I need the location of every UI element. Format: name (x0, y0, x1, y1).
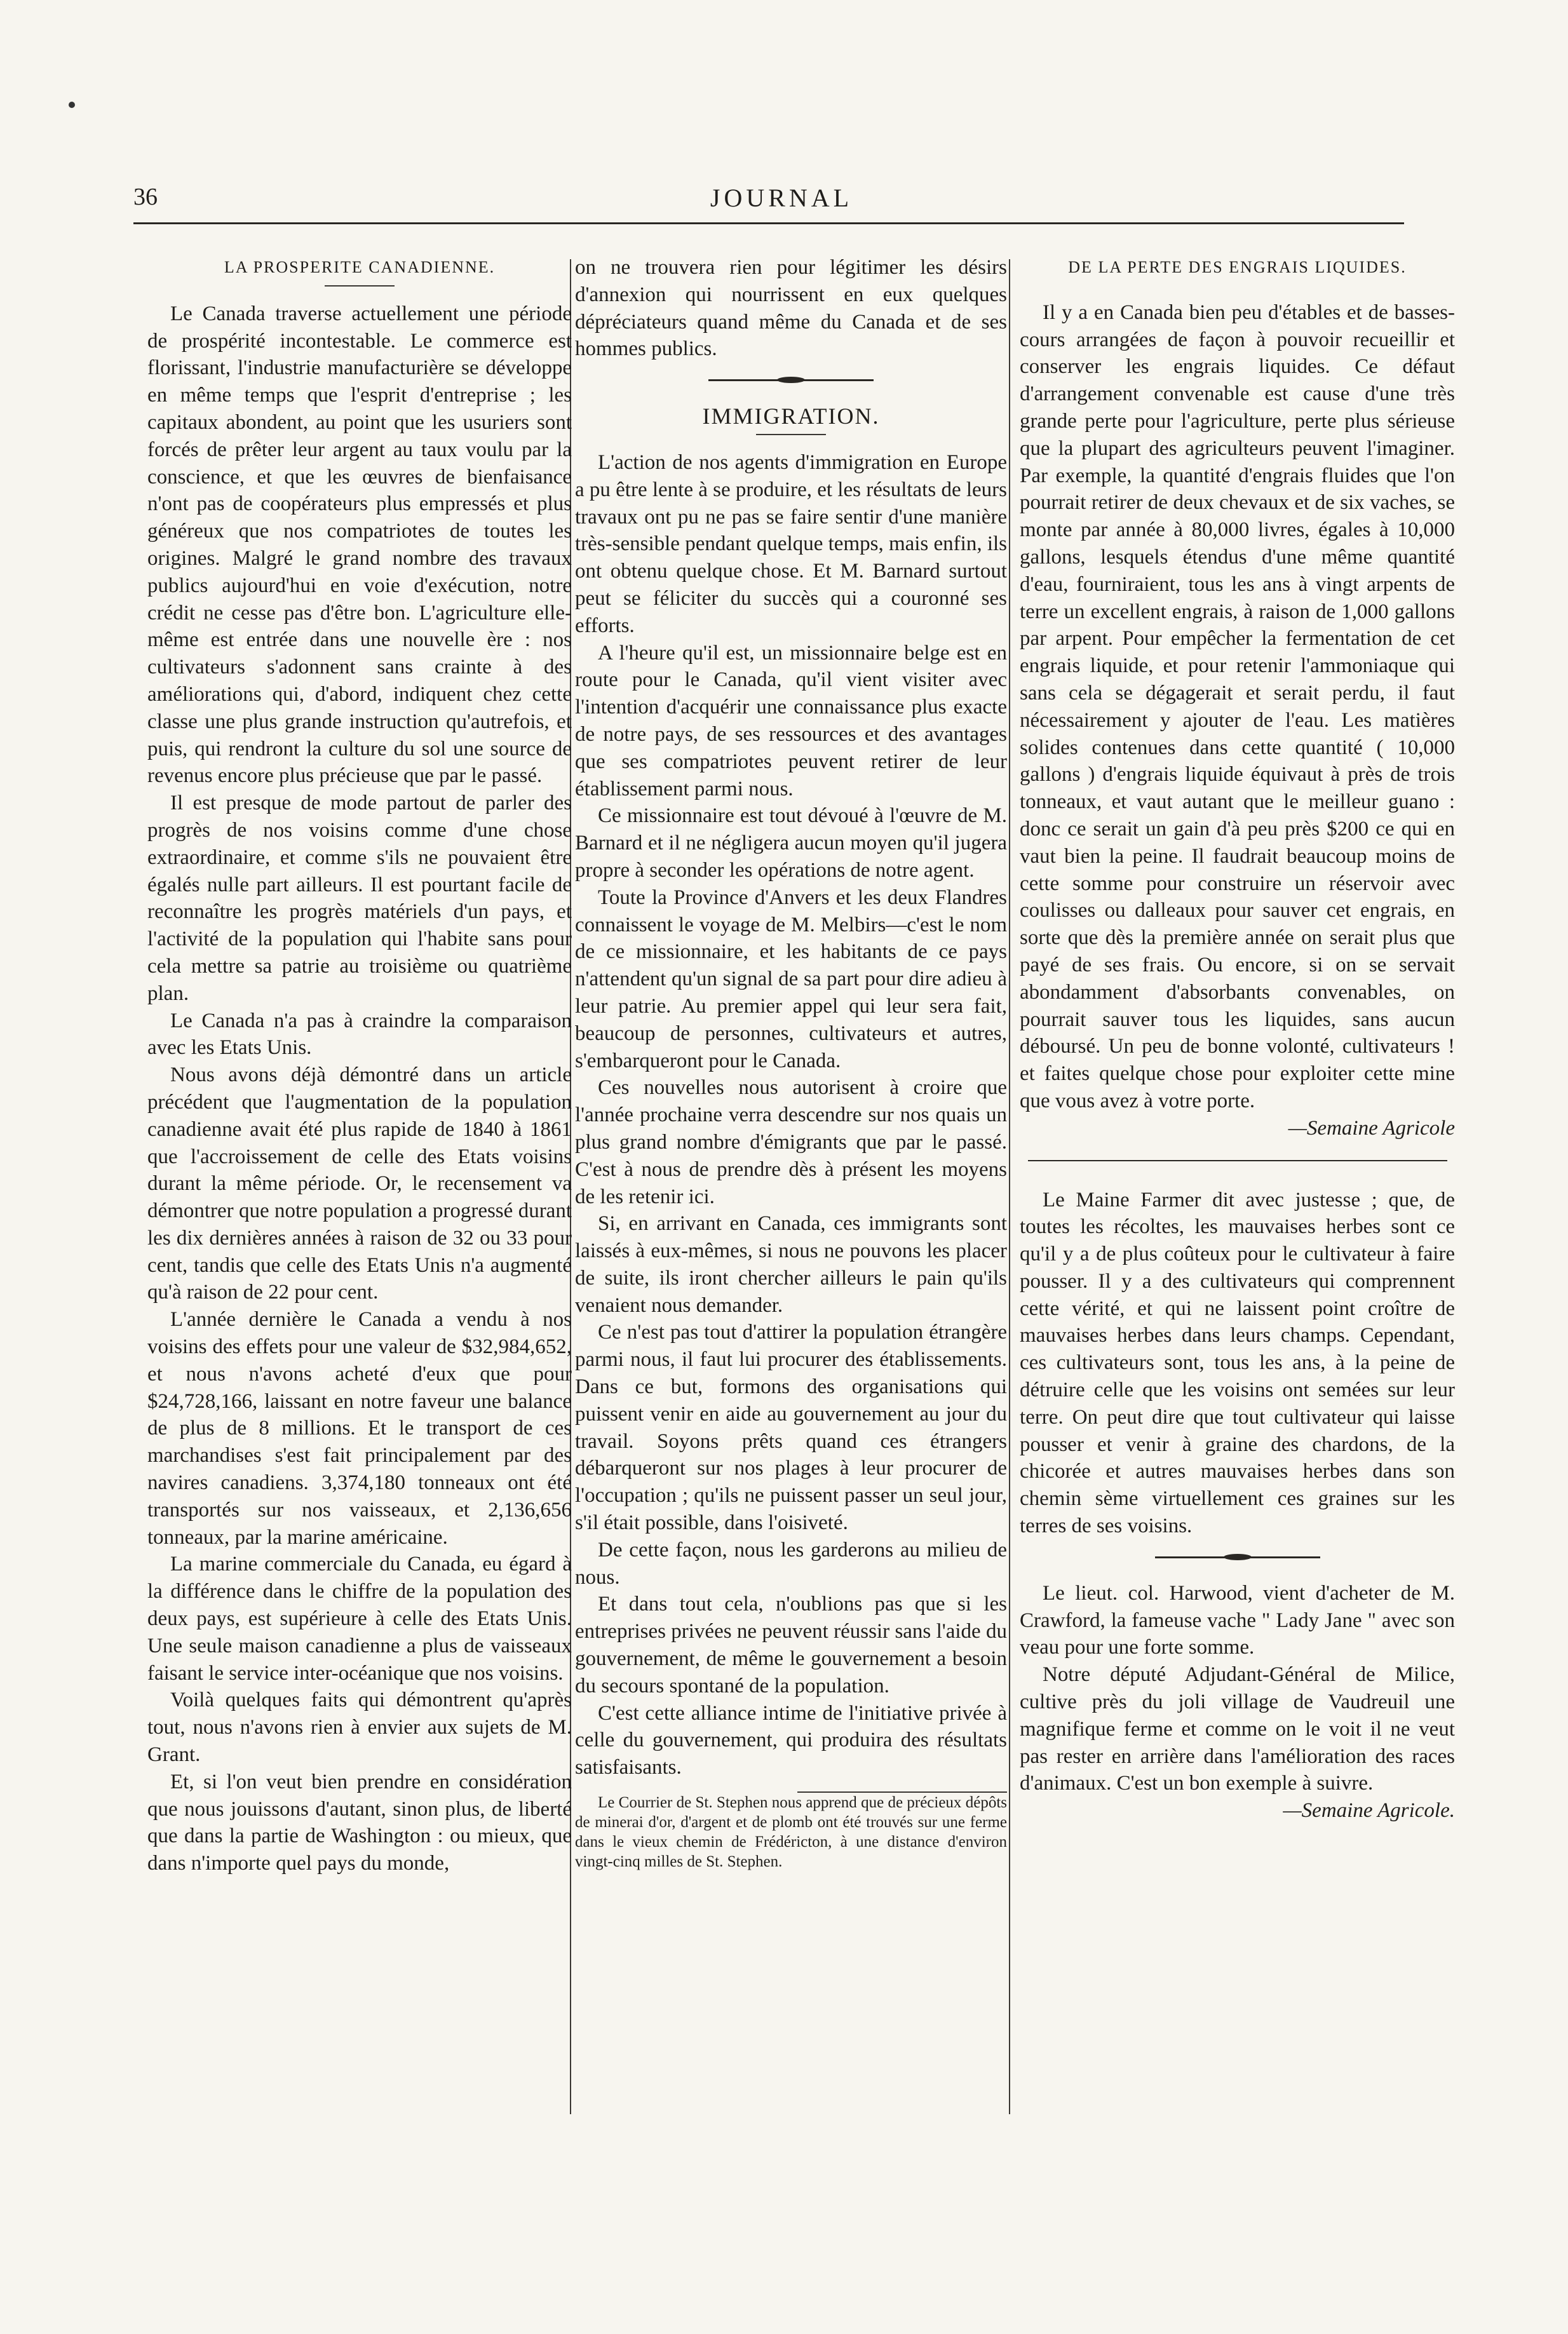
article-paragraph: Ce missionnaire est tout dévoué à l'œuvre de M. Barnard et il ne négligera aucun moyen qu'il jugera propre à seconder les opérations de notre agent. (575, 804, 1007, 882)
section-divider (708, 379, 874, 381)
page-number: 36 (133, 184, 158, 210)
article-paragraph: Et dans tout cela, n'oublions pas que si les entreprises privées ne peuvent réussir sans l'aide du gouvernement, de même le gouvernement a besoin du secours spontané de la population. (575, 1593, 1007, 1697)
article-paragraph: Ce n'est pas tout d'attirer la population étrangère parmi nous, il faut lui procurer des établissements. Dans ce but, formons des organisations qui puissent venir en aide au gouvernement au jour du travail. Soyons prêts quand ces étrangers débarqueront sur nos plages à leur procurer de l'occupation ; qu'ils ne puissent passer un seul jour, s'il était possible, dans l'oisiveté. (575, 1321, 1007, 1535)
article-paragraph: Le lieut. col. Harwood, vient d'acheter de M. Crawford, la fameuse vache " Lady Jane " avec son veau pour une forte somme. (1020, 1581, 1455, 1659)
article-paragraph: De cette façon, nous les garderons au milieu de nous. (575, 1538, 1007, 1589)
column-rule-2 (1009, 259, 1010, 2114)
ink-speck (69, 102, 75, 108)
spacer (1020, 285, 1455, 299)
article-heading-engrais: DE LA PERTE DES ENGRAIS LIQUIDES. (1068, 258, 1407, 276)
column-1 (147, 254, 572, 1877)
article-paragraph: Le Canada n'a pas à craindre la comparaison avec les Etats Unis. (147, 1009, 572, 1060)
header-rule (133, 222, 1404, 224)
article-heading-prosperite: LA PROSPERITE CANADIENNE. (224, 258, 496, 276)
article-divider (1028, 1160, 1447, 1161)
news-note: Le Courrier de St. Stephen nous apprend que de précieux dépôts de minerai d'or, d'argent et de plomb ont été trouvés sur une ferme dans le vieux chemin de Frédéricton, à une distance d'environ vingt-cinq milles de St. Stephen. (575, 1794, 1007, 1871)
article-heading-immigration: IMMIGRATION. (702, 403, 880, 429)
article-paragraph: Le Maine Farmer dit avec justesse ; que, de toutes les récoltes, les mauvaises herbes sont ce qu'il y a de plus coûteux pour le cultivateur à faire pousser. Il y a des cultivateurs qui comprennent cette vérité, et qui ne laissent point croître de mauvaises herbes dans leurs champs. Cependant, ces cultivateurs sont, tous les ans, à la peine de détruire celle que les voisins ont semées sur leur terre. On peut dire que tout cultivateur qui laisse pousser et venir à graine des chardons, de la chicorée et autres mauvaises herbes dans son chemin sème virtuellement ces graines sur les terres de ses voisins. (1020, 1188, 1455, 1538)
column-2 (575, 254, 1007, 1872)
article-paragraph: Ces nouvelles nous autorisent à croire que l'année prochaine verra descendre sur nos quais un plus grand nombre d'émigrants que par le passé. C'est à nous de prendre dès à présent les moyens de les retenir ici. (575, 1076, 1007, 1208)
article-paragraph: C'est cette alliance intime de l'initiative privée à celle du gouvernement, qui produira des résultats satisfaisants. (575, 1701, 1007, 1779)
heading-rule (756, 434, 826, 435)
page-header (133, 183, 1429, 221)
article-signoff: —Semaine Agricole. (1283, 1799, 1455, 1823)
section-divider (1155, 1556, 1320, 1558)
article-paragraph: Notre député Adjudant-Général de Milice, cultive près du joli village de Vaudreuil une magnifique ferme et comme on le voit il ne veut pas rester en arrière dans l'amélioration des races d'animaux. C'est un bon exemple à suivre. (1020, 1663, 1455, 1795)
article-paragraph: Le Canada traverse actuellement une période de prospérité incontestable. Le commerce est florissant, l'industrie manufacturière se développe en même temps que l'esprit d'entreprise ; les capitaux abondent, au point que les usuriers sont forcés de prêter leur argent au taux voulu par la conscience, et que les œuvres de bienfaisance n'ont pas de coopérateurs plus empressés et plus généreux que nos compatriotes de toutes les origines. Malgré le grand nombre des travaux publics aujourd'hui en voie d'exécution, notre crédit ne cesse pas d'être bon. L'agriculture elle-même est entrée dans une nouvelle ère : nos cultivateurs s'adonnent sans crainte à des améliorations qui, d'abord, indiquent chez cette classe une plus grande instruction qu'autrefois, et puis, qui rendront la culture du sol une source de revenus encore plus précieuse que par le passé. (147, 302, 572, 788)
article-paragraph: L'année dernière le Canada a vendu à nos voisins des effets pour une valeur de $32,984,652, et nous n'avons acheté d'eux que pour $24,728,166, laissant en notre faveur une balance de plus de 8 millions. Et le transport de ces marchandises s'est fait principalement par des navires canadiens. 3,374,180 tonneaux ont été transportés sur nos vaisseaux, et 2,136,656 tonneaux, par la marine américaine. (147, 1308, 572, 1549)
article-paragraph: Et, si l'on veut bien prendre en considération que nous jouissons d'autant, sinon plus, de liberté que dans la partie de Washington : ou mieux, que dans n'importe quel pays du monde, (147, 1770, 572, 1875)
column-3 (1020, 254, 1455, 1825)
article-paragraph: Nous avons déjà démontré dans un article précédent que l'augmentation de la population canadienne avait été plus rapide de 1840 à 1861 que l'accroissement de celle des Etats voisins durant la même période. Or, le recensement va démontrer que notre population a progressé durant les dix dernières années à raison de 32 ou 33 pour cent, tandis que celle des Etats Unis n'a augmenté qu'à raison de 22 pour cent. (147, 1063, 572, 1304)
article-paragraph: Il y a en Canada bien peu d'étables et de basses-cours arrangées de façon à pouvoir recueillir et conserver les engrais liquides. Ce défaut d'arrangement convenable est cause d'une très grande perte pour l'agriculture, perte plus sérieuse que la plupart des agriculteurs peuvent l'imaginer. Par exemple, la quantité d'engrais fluides que l'on pourrait retirer de deux chevaux et de six vaches, se monte par année à 80,000 livres, égales à 10,000 gallons, lesquels étendus d'une même quantité d'eau, fourniraient, tous les ans à vingt arpents de terre un excellent engrais, à raison de 1,000 gallons par arpent. Pour empêcher la fermentation de cet engrais liquide, et pour retenir l'ammoniaque qui sans cela se dégagerait et serait perdu, il faut nécessairement y ajouter de l'eau. Les matières solides contenues dans cette quantité ( 10,000 gallons ) d'engrais liquide équivaut à près de trois tonneaux, et vaut autant que le meilleur guano : donc ce serait un gain d'à peu près $200 ce qui en vaut bien la peine. Il faudrait beaucoup moins de cette somme pour construire un réservoir avec coulisses ou dalleaux pour sauver cet engrais, en sorte que dès la première année on serait plus que payé de ses frais. Ou encore, si on se servait abondamment d'absorbants convenables, on pourrait sauver tous les liquides, sans aucun déboursé. Un peu de bonne volonté, cultivateurs ! et faites quelque chose pour exploiter cette mine que vous avez à votre porte. (1020, 300, 1455, 1112)
article-signoff: —Semaine Agricole (1288, 1116, 1455, 1140)
article-paragraph: A l'heure qu'il est, un missionnaire belge est en route pour le Canada, qu'il vient visiter avec l'intention d'acquérir une connaissance plus exacte de notre pays, de ses ressources et des avantages que ses compatriotes peuvent retirer de leur établissement parmi nous. (575, 641, 1007, 800)
article-paragraph: La marine commerciale du Canada, eu égard à la différence dans le chiffre de la population des deux pays, est supérieure à celle des Etats Unis. Une seule maison canadienne a plus de vaisseaux faisant le service inter-océanique que nos voisins. (147, 1553, 572, 1685)
article-paragraph: Toute la Province d'Anvers et les deux Flandres connaissent le voyage de M. Melbirs—c'est le nom de ce missionnaire, et les habitants de ce pays n'attendent qu'un signal de sa part pour dire adieu à leur patrie. Au premier appel qui leur sera fait, beaucoup de personnes, cultivateurs et autres, s'embarqueront pour le Canada. (575, 886, 1007, 1072)
article-paragraph: Voilà quelques faits qui démontrent qu'après tout, nous n'avons rien à envier aux sujets de M. Grant. (147, 1689, 572, 1767)
article-paragraph: Il est presque de mode partout de parler des progrès de nos voisins comme d'une chose extraordinaire, et comme s'ils ne pouvaient être égalés nulle part ailleurs. Il est pourtant facile de reconnaître les progrès matériels d'un pays, et l'activité de la population qui l'habite sans pour cela mettre sa patrie au troisième ou quatrième plan. (147, 792, 572, 1005)
article-paragraph: L'action de nos agents d'immigration en Europe a pu être lente à se produire, et les résultats de leurs travaux ont pu ne pas se faire sentir d'une manière très-sensible pendant quelque temps, mais enfin, ils ont obtenu quelque chose. Et M. Barnard surtout peut se féliciter du succès qui a couronné ses efforts. (575, 450, 1008, 637)
article-paragraph: Si, en arrivant en Canada, ces immigrants sont laissés à eux-mêmes, si nous ne pouvons les placer de suite, ils iront chercher ailleurs le pain qu'ils venaient nous demander. (575, 1212, 1007, 1317)
journal-title: JOURNAL (710, 184, 853, 212)
heading-rule (325, 285, 395, 287)
article-continuation: on ne trouvera rien pour légitimer les désirs d'annexion qui nourrissent en eux quelques dépréciateurs quand même du Canada et de ses hommes publics. (575, 256, 1007, 361)
